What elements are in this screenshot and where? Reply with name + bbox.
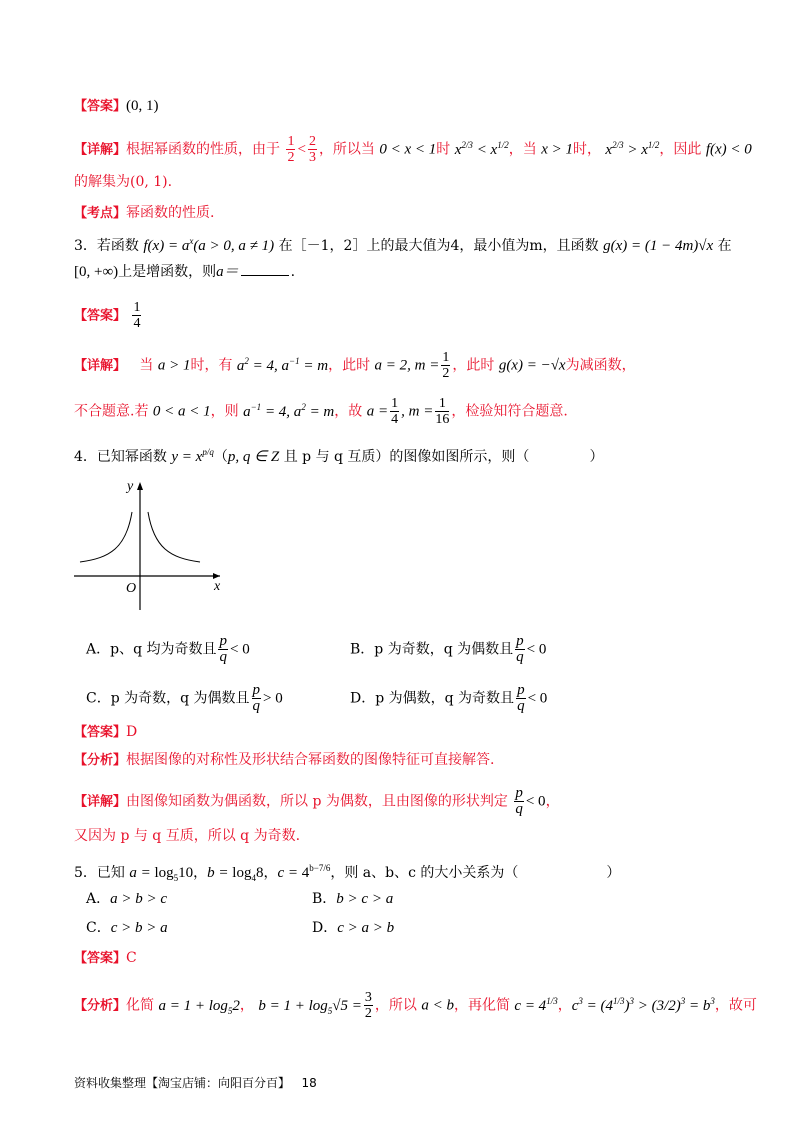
power-function-graph [70,478,230,613]
q3-stem-line-2: [0, +∞)上是增函数，则a＝ . [74,264,296,280]
fraction: $\frac{2}{3}$ [308,134,316,165]
detail-line-2: 的解集为(0, 1). [74,174,173,190]
q4-answer-line: 【答案】D [74,724,138,740]
detail-line-1: 【详解】根据幂函数的性质，由于 $\frac{1}{2}$ < $\frac{2}{3}$ ，所以当 0 < x < 1时 $x^{2/3} < x^{1/2}$，当 x > 1时， $x^{2/3} > x^{1/2}$，因此 f(x) < 0 [74,134,752,165]
origin-label: O [126,581,137,596]
q5-option-d[interactable]: D．c > a > b [312,920,395,936]
right-branch [148,512,200,562]
q5-option-a[interactable]: A．a > b > c [86,891,168,907]
x-label: x [214,579,221,594]
y-label: y [127,479,134,494]
q4-detail-line-2: 又因为 p 与 q 互质，所以 q 为奇数. [74,828,301,844]
q4-option-c[interactable]: C．p 为奇数，q 为偶数且 $\frac{p}{q}$ > 0 [86,682,283,714]
footer-text: 资料收集整理【淘宝店铺：向阳百分百】 [74,1076,291,1090]
q5-option-c[interactable]: C．c > b > a [86,920,168,936]
q4-option-a[interactable]: A．p、q 均为奇数且 $\frac{p}{q}$ < 0 [86,633,250,665]
q3-detail-line-1: 【详解】 当 a > 1时，有 $a^2 = 4$, $a^{-1} = m$，此时 a = 2, m = $\frac{1}{2}$ ，此时 g(x) = −√x为减函数， [74,350,636,381]
answer-fraction: $\frac{1}{4}$ [133,300,141,331]
kaodian-label: 【考点】 [74,206,127,221]
fraction: $\frac{1}{2}$ [287,134,295,165]
left-branch [80,512,132,562]
page-number: 18 [301,1076,317,1090]
q4-option-d[interactable]: D．p 为偶数，q 为奇数且 $\frac{p}{q}$ < 0 [350,682,548,714]
kaodian-line: 【考点】幂函数的性质. [74,205,215,221]
q4-option-b[interactable]: B．p 为奇数，q 为偶数且 $\frac{p}{q}$ < 0 [350,633,547,665]
q5-analysis-line: 【分析】化简 $a = 1 + \log_52$， $b = 1 + \log_5√5$ = $\frac{3}{2}$ ，所以 a < b，再化简 $c = 4^{1/3}$，$c^3 = (4^{1/3})^3 > (3/2)^3 = b^3$，故可 [74,990,757,1021]
answer-label: 【答案】 [74,99,127,114]
q3-detail-line-2: 不合题意.若 0 < a < 1，则 $a^{-1} = 4$, $a^2 = m$，故 a = $\frac{1}{4}$ , m = $\frac{1}{16}$ ，检验知符合题意. [74,396,568,427]
answer-value: (0, 1) [126,98,159,114]
q4-detail-line-1: 【详解】由图像知函数为偶函数，所以 p 为偶数，且由图像的形状判定 $\frac{p}{q}$ < 0， [74,785,560,817]
y-axis-arrow [137,482,143,490]
q4-analysis-line: 【分析】根据图像的对称性及形状结合幂函数的图像特征可直接解答. [74,752,495,768]
q5-answer-line: 【答案】C [74,950,137,966]
q3-stem-line-1: 3．若函数 $f(x) = a^x(a > 0$, a ≠ 1) 在［－1，2］上的最大值为4，最小值为m，且函数 g(x) = (1 − 4m)√x 在 [74,236,732,254]
page-footer [74,1074,317,1091]
answer-blank[interactable] [241,275,289,276]
q5-stem-line: 5．已知 $a = \log_510$，$b = \log_48$，$c = 4^{b-7/6}$，则 a、b、c 的大小关系为（ ） [74,863,621,883]
answer-line-1 [74,96,159,117]
q4-stem-line: 4．已知幂函数 $y = x^{p/q}(p$, q ∈ Z 且 p 与 q 互质）的图像如图所示，则（ ） [74,447,604,465]
q3-answer-line: 【答案】 $\frac{1}{4}$ [74,300,141,331]
detail-label: 【详解】 [74,142,127,158]
q5-option-b[interactable]: B．b > c > a [312,891,394,907]
